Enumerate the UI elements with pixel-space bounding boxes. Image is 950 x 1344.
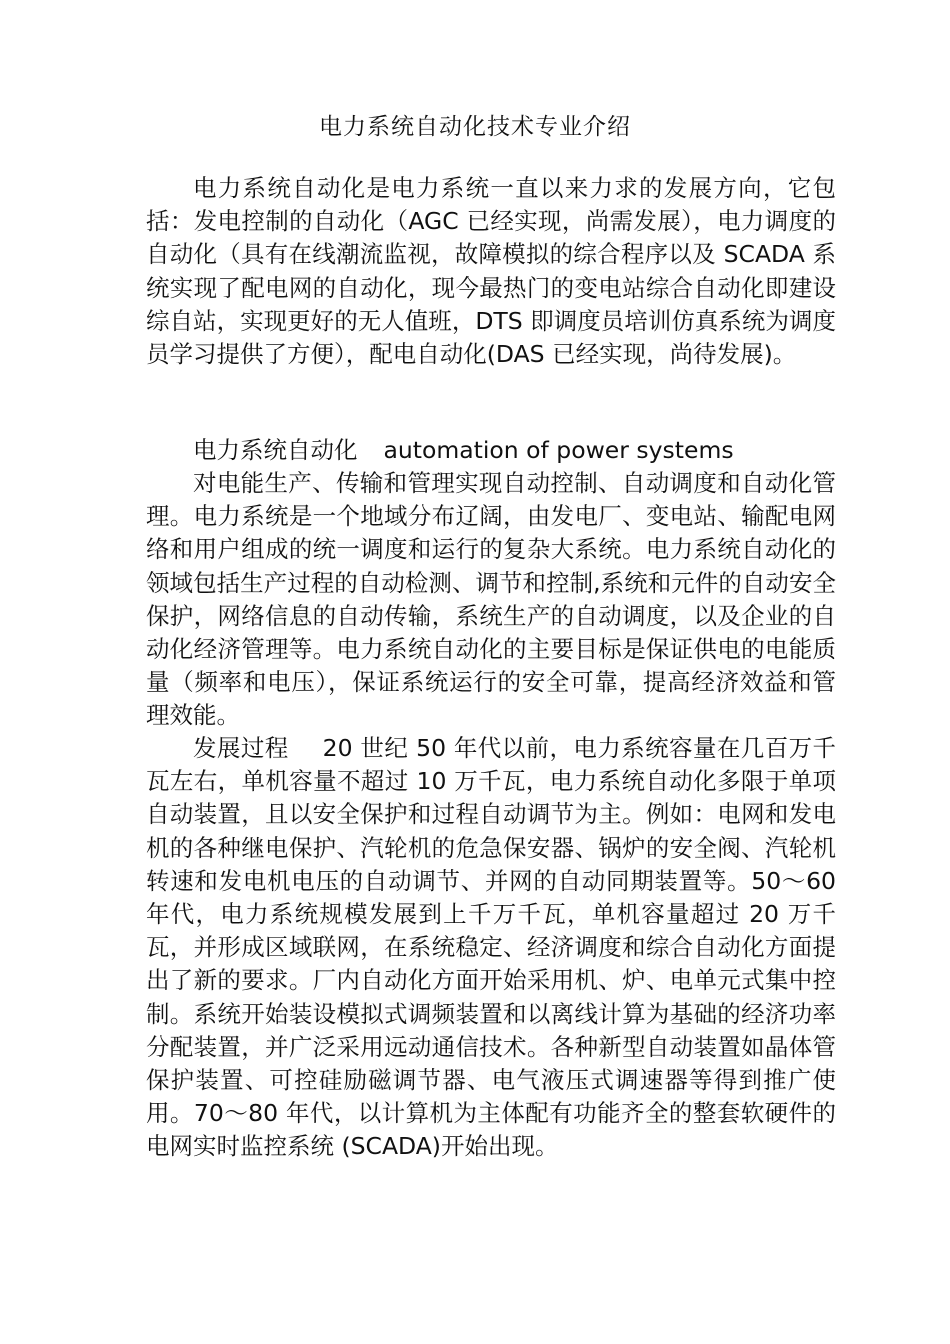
term-chinese: 电力系统自动化 <box>193 436 358 464</box>
document-title: 电力系统自动化技术专业介绍 <box>319 114 631 140</box>
intro-paragraph: 电力系统自动化是电力系统一直以来力求的发展方向，它包括：发电控制的自动化（AGC 已经实现，尚需发展），电力调度的自动化（具有在线潮流监视，故障模拟的综合程序以及 SCADA 系统实现了配电网的自动化，现今最热门的变电站综合自动化即建设综自站，实现更好的无人值班，DTS 即调度员培训仿真系统为调度员学习提供了方便），配电自动化(DAS 已经实现，尚待发展)。 <box>146 174 836 369</box>
term-heading <box>146 434 836 467</box>
history-heading: 发展过程 <box>193 734 289 762</box>
history-paragraph <box>146 732 836 1164</box>
definition-paragraph: 对电能生产、传输和管理实现自动控制、自动调度和自动化管理。电力系统是一个地域分布辽阔，由发电厂、变电站、输配电网络和用户组成的统一调度和运行的复杂大系统。电力系统自动化的领域包括生产过程的自动检测、调节和控制,系统和元件的自动安全保护，网络信息的自动传输，系统生产的自动调度，以及企业的自动化经济管理等。电力系统自动化的主要目标是保证供电的电能质量（频率和电压），保证系统运行的安全可靠，提高经济效益和管理效能。 <box>146 469 836 730</box>
term-english: automation of power systems <box>383 436 734 464</box>
history-text: 20 世纪 50 年代以前，电力系统容量在几百万千瓦左右，单机容量不超过 10 万千瓦，电力系统自动化多限于单项自动装置，且以安全保护和过程自动调节为主。例如：电网和发电机的各种继电保护、汽轮机的危急保安器、锅炉的安全阀、汽轮机转速和发电机电压的自动调节、并网的自动同期装置等。50～60 年代，电力系统规模发展到上千万千瓦，单机容量超过 20 万千瓦，并形成区域联网，在系统稳定、经济调度和综合自动化方面提出了新的要求。厂内自动化方面开始采用机、炉、电单元式集中控制。系统开始装设模拟式调频装置和以离线计算为基础的经济功率分配装置，并广泛采用远动通信技术。各种新型自动装置如晶体管保护装置、可控硅励磁调节器、电气液压式调速器等得到推广使用。70～80 年代，以计算机为主体配有功能齐全的整套软硬件的电网实时监控系统 (SCADA)开始出现。 <box>146 734 837 1161</box>
